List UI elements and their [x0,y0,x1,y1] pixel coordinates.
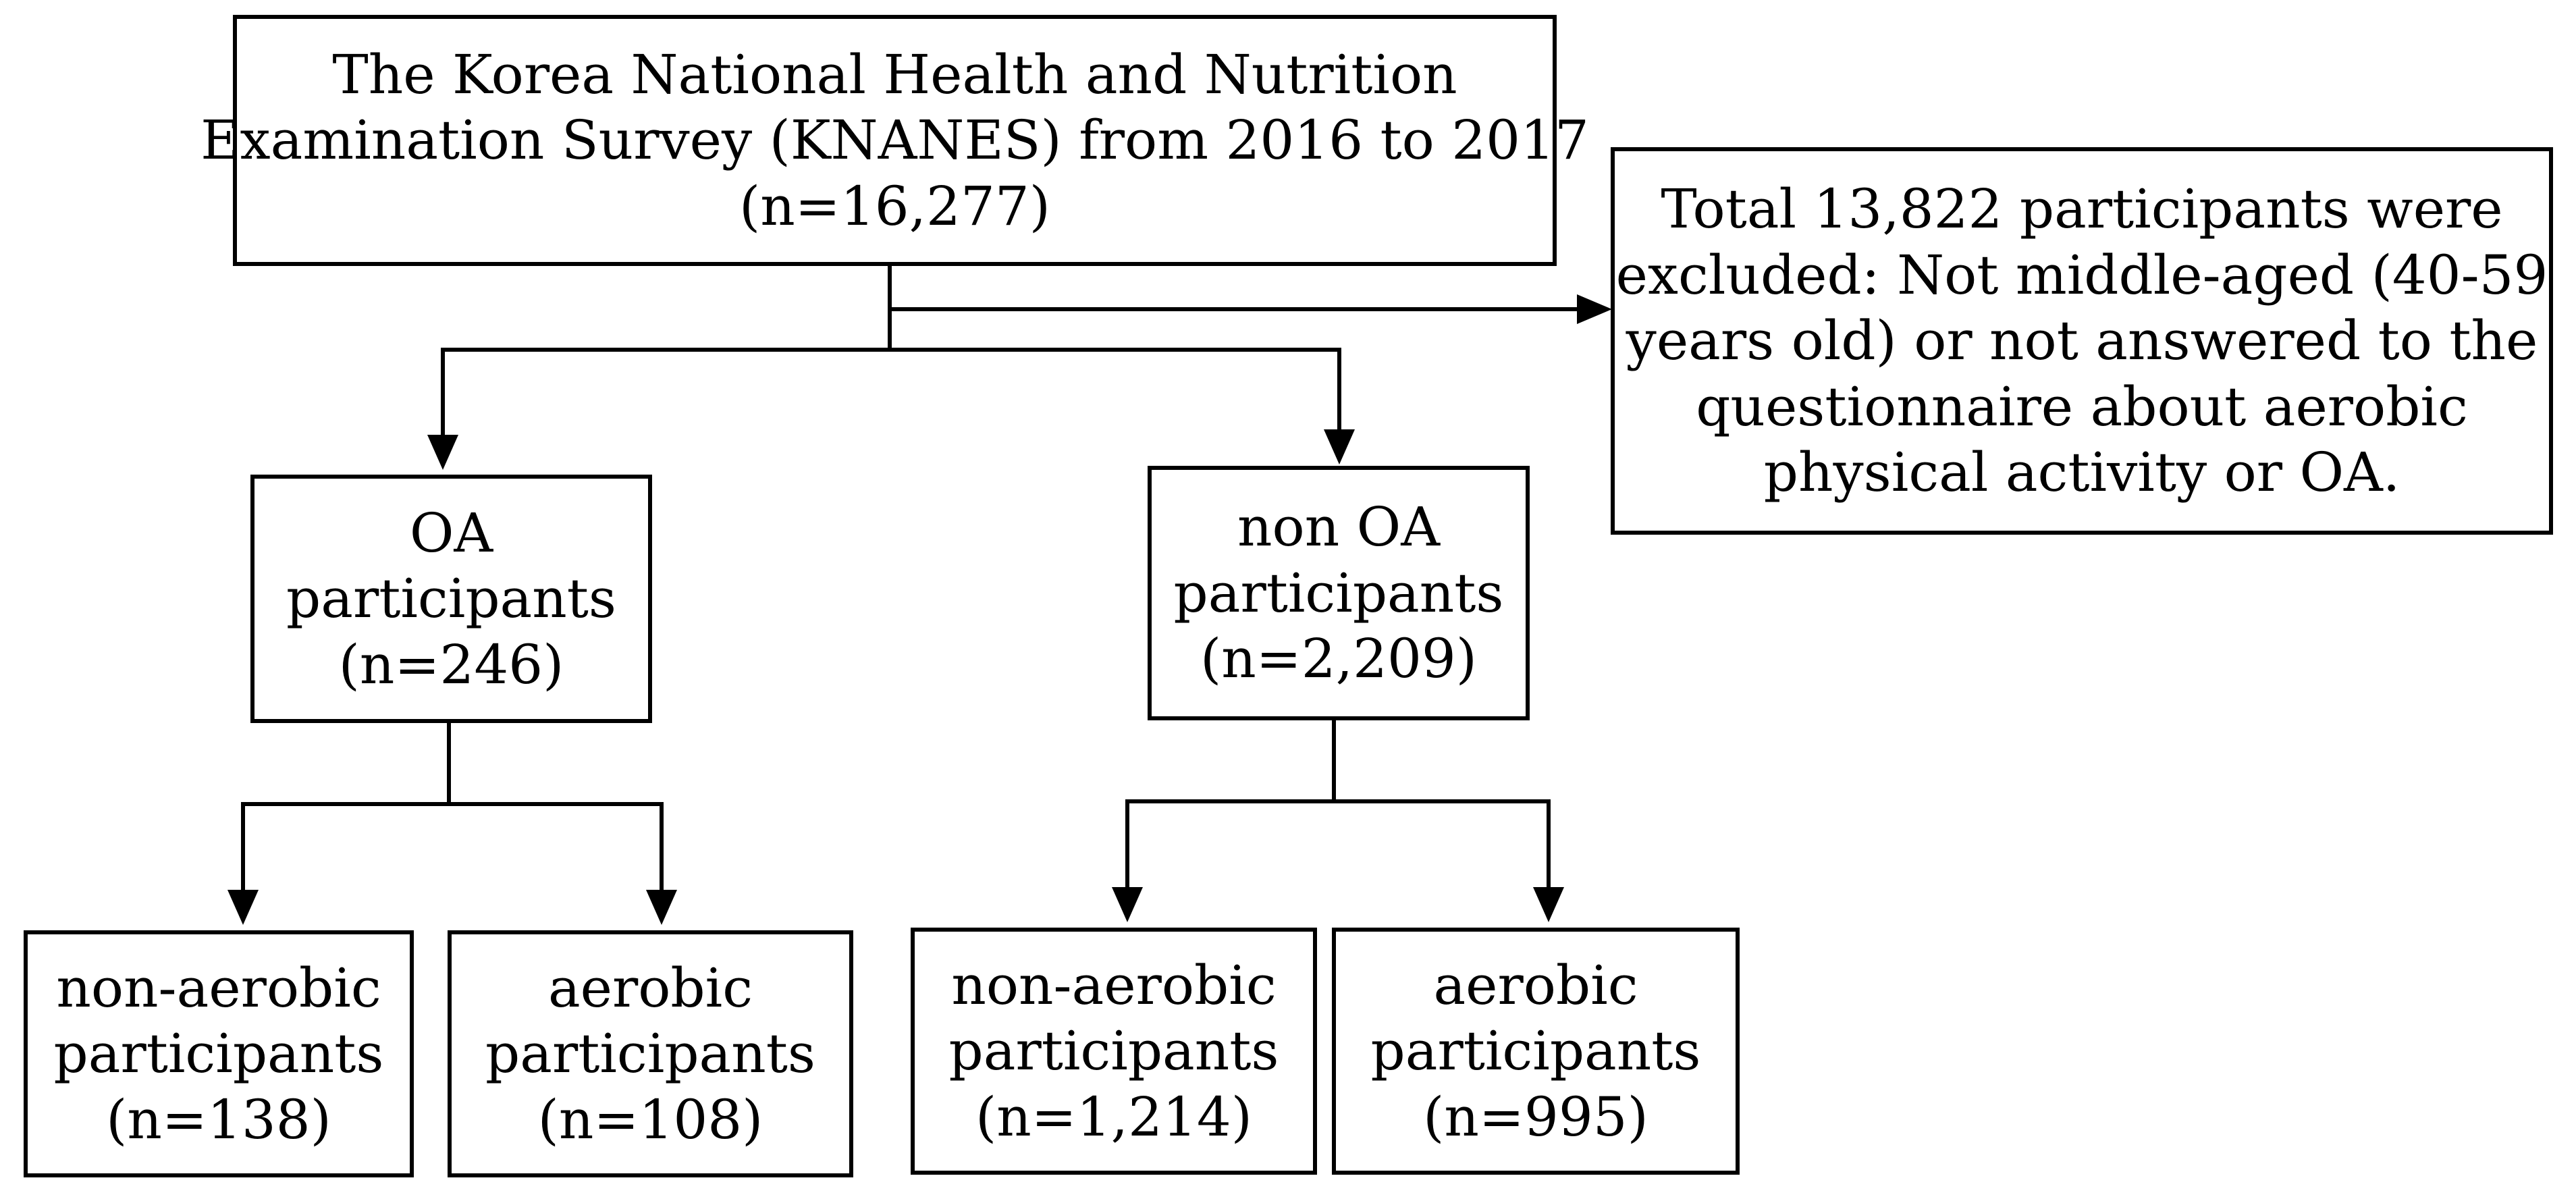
excluded-line-4: questionnaire about aerobic [1696,375,2468,438]
oa-line-2: participants [286,567,616,631]
non-oa-non-aerobic-line-2: participants [948,1019,1279,1083]
oa-line-1: OA [409,501,493,564]
non-oa-aerobic-line-2: participants [1370,1019,1701,1083]
oa-aerobic-line-2: participants [485,1022,815,1086]
oa-non-aerobic-line-3: (n=138) [106,1088,331,1151]
arrowhead-excluded [1577,294,1612,324]
arrowhead-non-oa-non-aerobic [1112,887,1143,922]
oa-line-3: (n=246) [338,633,564,696]
oa-non-aerobic-line-2: participants [53,1022,384,1086]
arrowhead-non-oa-aerobic [1533,887,1564,922]
oa-non-aerobic-box [24,930,414,1177]
oa-aerobic-line-1: aerobic [547,956,753,1019]
arrowhead-oa-non-aerobic [227,890,259,925]
excluded-line-2: excluded: Not middle-aged (40-59 [1615,243,2548,307]
arrowhead-oa [427,435,458,470]
excluded-participants-box [1611,147,2553,535]
non-oa-aerobic-line-3: (n=995) [1423,1085,1648,1148]
excluded-line-1: Total 13,822 participants were [1661,178,2503,241]
excluded-line-5: physical activity or OA. [1763,441,2400,504]
oa-aerobic-box [448,930,853,1177]
arrowhead-non-oa [1324,429,1355,464]
non-oa-line-2: participants [1173,561,1504,624]
source-survey-box [200,15,1589,266]
source-line-1: The Korea National Health and Nutrition [332,43,1457,106]
arrowhead-oa-aerobic [646,890,677,925]
non-oa-aerobic-line-1: aerobic [1433,953,1638,1017]
non-oa-participants-box [1148,466,1530,720]
oa-aerobic-line-3: (n=108) [537,1088,763,1151]
source-line-3: (n=16,277) [739,174,1050,238]
non-oa-non-aerobic-box [911,928,1317,1175]
excluded-line-3: years old) or not answered to the [1626,309,2538,373]
non-oa-non-aerobic-line-3: (n=1,214) [975,1085,1252,1148]
oa-non-aerobic-line-1: non-aerobic [56,956,381,1019]
non-oa-aerobic-box [1332,928,1740,1175]
non-oa-line-3: (n=2,209) [1200,627,1477,691]
source-line-2: Examination Survey (KNANES) from 2016 to 2017 [200,109,1589,172]
non-oa-non-aerobic-line-1: non-aerobic [951,953,1277,1017]
non-oa-line-1: non OA [1237,496,1440,559]
oa-participants-box [250,475,652,723]
